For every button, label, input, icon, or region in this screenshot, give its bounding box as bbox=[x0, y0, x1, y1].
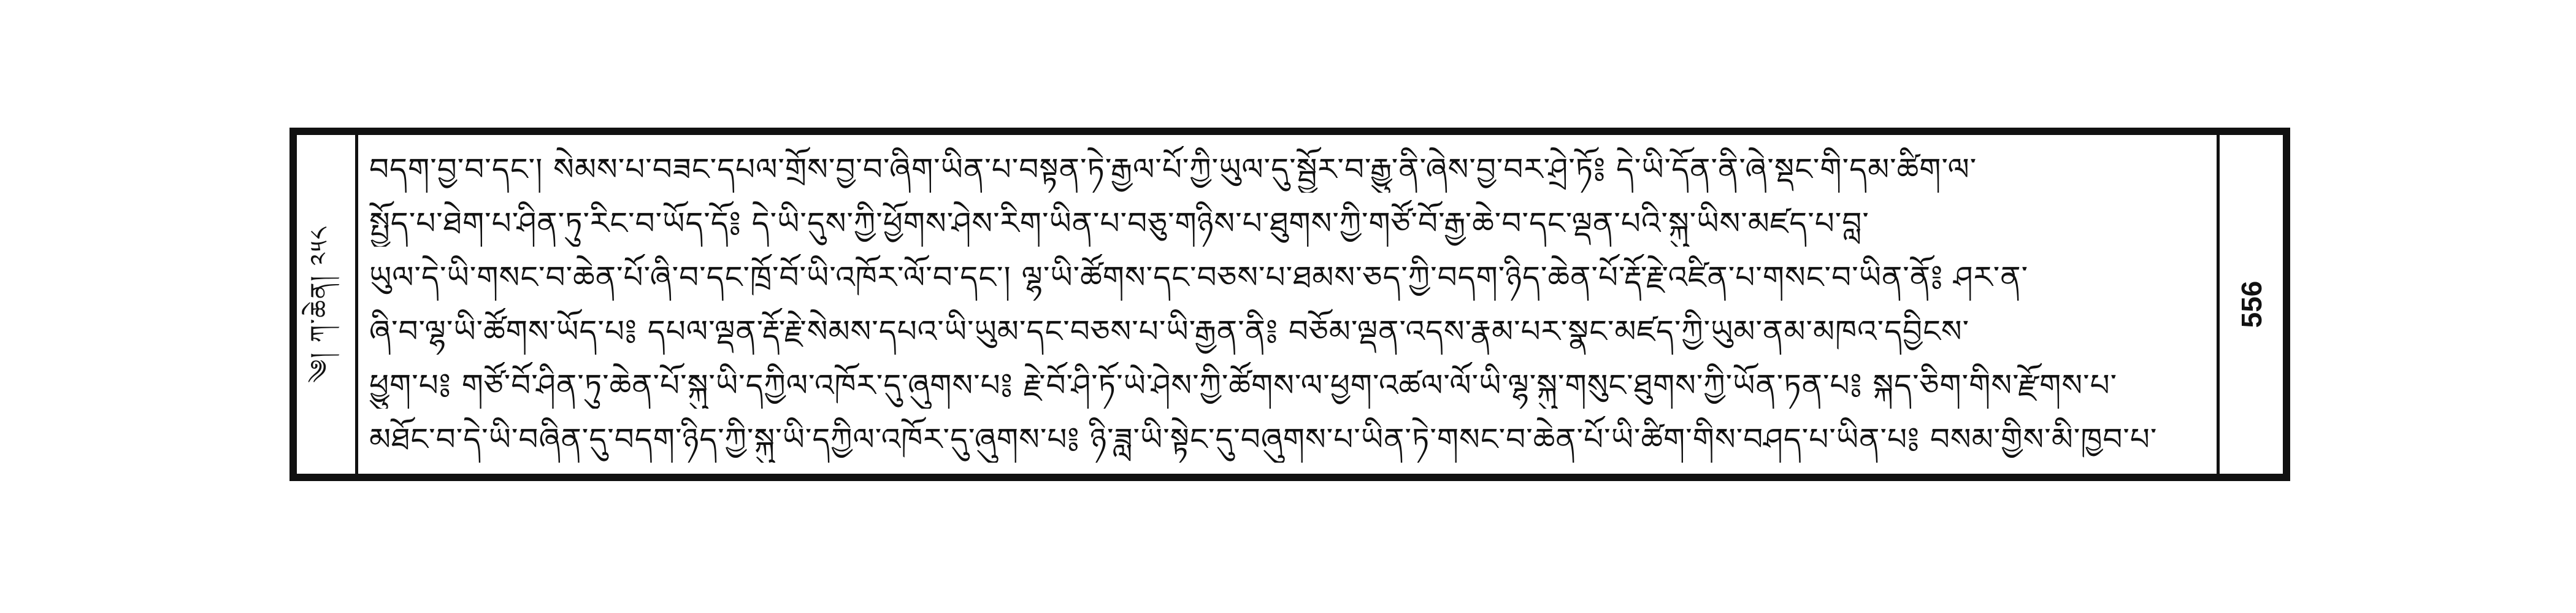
page-number: 556 bbox=[2235, 280, 2267, 328]
text-line: བདག་བྱ་བ་དང༌། སེམས་པ་བཟང་དཔལ་གྲོས་བྱ་བ་ཞིག་ཡིན་པ་བསྟན་ཏེ་རྒྱལ་པོ་ཀྱི་ཡུལ་དུ་སྦྱོར་བ་རྒྱུ་ནི་ཞེས་བྱ་བར་ཤྲེ་ཏོ༔ དེ་ཡི་དོན་ནི་ཞེ་སྡང་གི་དམ་ཚིག་ལ་ bbox=[369, 152, 1977, 187]
text-line: ཡུལ་དེ་ཡི་གསང་བ་ཆེན་པོ་ཞི་བ་དང་ཁྲོ་བོ་ཡི་འཁོར་ལོ་བ་དང༌། ལྷ་ཡི་ཚོགས་དང་བཅས་པ་ཐམས་ཅད་ཀྱི་བདག་ཉིད་ཆེན་པོ་རྡོ་རྗེ་འཛིན་པ་གསང་བ་ཡིན་ནོ༔ ཤར་ན་ bbox=[369, 260, 2029, 295]
text-line: ཞི་བ་ལྷ་ཡི་ཚོགས་ཡོད་པ༔ དཔལ་ལྡན་རྡོ་རྗེ་སེམས་དཔའ་ཡི་ཡུམ་དང་བཅས་པ་ཡི་རྒྱན་ནི༔ བཅོམ་ལྡན་འདས་རྣམ་པར་སྣང་མཛད་ཀྱི་ཡུམ་ནམ་མཁའ་དབྱིངས་ bbox=[369, 314, 1970, 349]
right-margin bbox=[2217, 135, 2283, 474]
margin-label: ༄། ཀ་ཆེན། ༢༥༨ bbox=[305, 226, 334, 383]
text-body bbox=[369, 146, 2208, 463]
text-line: མཐོང་བ་དེ་ཡི་བཞིན་དུ་བདག་ཉིད་ཀྱི་སྐུ་ཡི་དཀྱིལ་འཁོར་དུ་ཞུགས་པ༔ ཉི་ཟླ་ཡི་སྟེང་དུ་བཞུགས་པ་ཡིན་ཏེ་གསང་བ་ཆེན་པོ་ཡི་ཚིག་གིས་བཤད་པ་ཡིན་པ༔ བསམ་གྱིས་མི་ཁྱབ་པ་ bbox=[369, 422, 2158, 457]
text-line: སྤྱོད་པ་ཐེག་པ་ཤིན་ཏུ་རིང་བ་ཡོད་དོ༔ དེ་ཡི་དུས་ཀྱི་ཕྱོགས་ཤེས་རིག་ཡིན་པ་བཅུ་གཉིས་པ་ཐུགས་ཀྱི་གཙོ་བོ་རྒྱ་ཆེ་བ་དང་ལྡན་པའི་སྐུ་ཡིས་མཛད་པ་བླ་ bbox=[369, 206, 1869, 241]
left-margin bbox=[297, 135, 358, 474]
folio-frame bbox=[289, 128, 2290, 481]
text-line: ཕྱུག་པ༔ གཙོ་བོ་ཤིན་ཏུ་ཆེན་པོ་སྐུ་ཡི་དཀྱིལ་འཁོར་དུ་ཞུགས་པ༔ རྗེ་བོ་ཤི་ཏོ་ཡེ་ཤེས་ཀྱི་ཚོགས་ལ་ཕྱག་འཚལ་ལོ་ཡི་ལྷ་སྐུ་གསུང་ཐུགས་ཀྱི་ཡོན་ཏན་པ༔ སྐད་ཅིག་གིས་རྫོགས་པ་ bbox=[369, 368, 2118, 403]
